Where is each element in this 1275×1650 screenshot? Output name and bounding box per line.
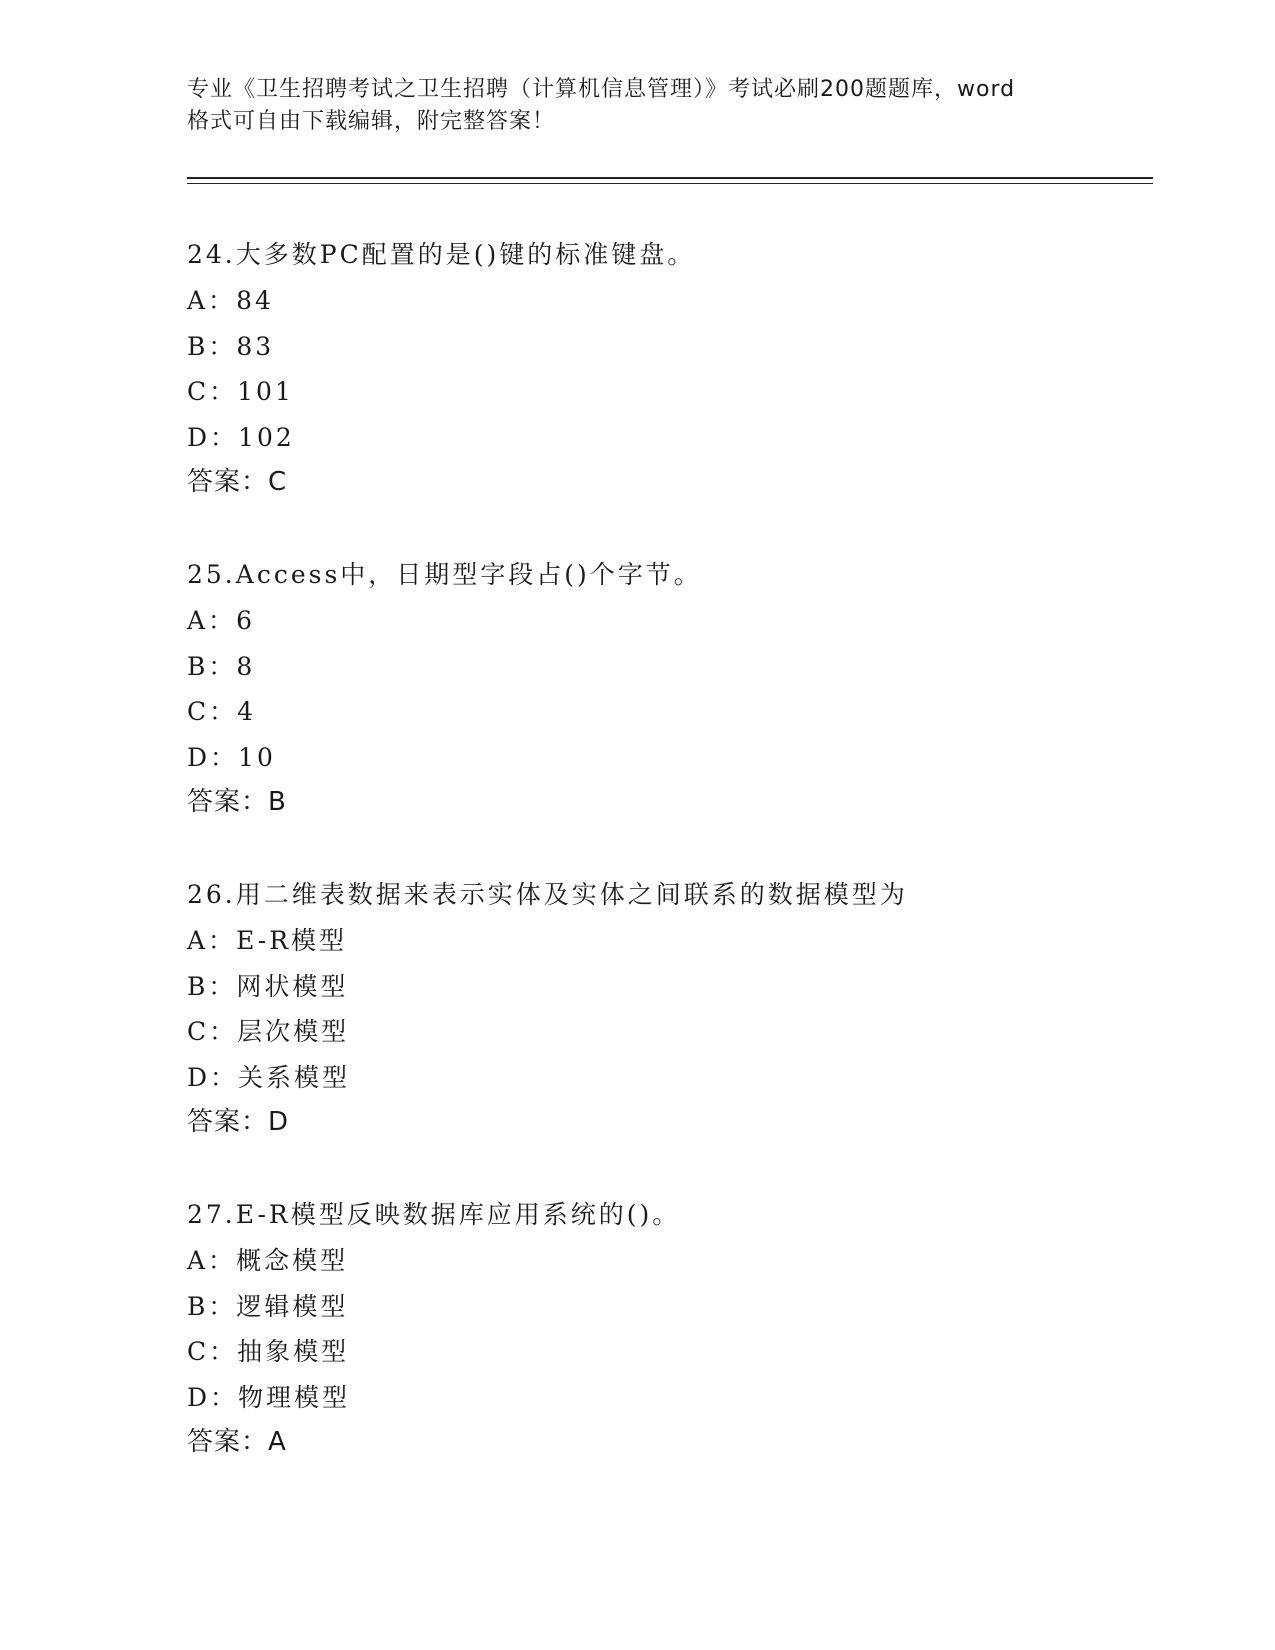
option-key: B： xyxy=(187,651,237,681)
option-c xyxy=(187,369,1153,415)
question-25 xyxy=(187,552,1153,824)
question-24 xyxy=(187,232,1153,504)
option-text: 102 xyxy=(238,422,295,452)
option-a xyxy=(187,598,1153,644)
option-text: 关系模型 xyxy=(238,1062,351,1092)
option-key: A： xyxy=(187,606,237,635)
option-text: 抽象模型 xyxy=(237,1337,350,1366)
header-line-2: 格式可自由下载编辑，附完整答案！ xyxy=(187,109,556,134)
question-stem: 25.Access中，日期型字段占()个字节。 xyxy=(187,560,702,589)
option-b xyxy=(187,1284,1153,1330)
option-c xyxy=(187,689,1153,735)
option-d xyxy=(187,735,1153,781)
document-header xyxy=(187,74,1107,138)
option-text: 逻辑模型 xyxy=(236,1291,349,1321)
option-b xyxy=(187,324,1153,370)
question-stem: 26.用二维表数据来表示实体及实体之间联系的数据模型为 xyxy=(187,880,908,909)
option-key: B： xyxy=(187,1291,237,1321)
option-key: B： xyxy=(187,331,237,361)
option-c xyxy=(187,1009,1153,1055)
option-a xyxy=(187,1238,1153,1284)
option-key: D： xyxy=(187,1382,239,1412)
option-text: 101 xyxy=(237,377,294,406)
option-text: 10 xyxy=(238,742,276,772)
option-text: 层次模型 xyxy=(237,1017,350,1046)
option-a xyxy=(187,278,1153,324)
question-26 xyxy=(187,872,1153,1144)
answer-line: 答案：A xyxy=(187,1427,287,1457)
option-b xyxy=(187,964,1153,1010)
question-27 xyxy=(187,1192,1153,1464)
answer-line: 答案：D xyxy=(187,1107,290,1137)
option-key: D： xyxy=(187,1062,239,1092)
option-key: C： xyxy=(187,1017,238,1046)
option-text: 8 xyxy=(236,651,256,681)
header-divider-thick xyxy=(187,177,1153,179)
option-text: 概念模型 xyxy=(236,1246,349,1275)
option-text: 84 xyxy=(236,286,274,315)
option-key: A： xyxy=(187,1246,237,1275)
option-a xyxy=(187,918,1153,964)
option-c xyxy=(187,1329,1153,1375)
option-key: A： xyxy=(187,286,237,315)
option-key: C： xyxy=(187,377,238,406)
option-d xyxy=(187,1375,1153,1421)
option-text: 网状模型 xyxy=(236,971,349,1001)
option-text: E-R模型 xyxy=(236,926,348,955)
option-key: B： xyxy=(187,971,237,1001)
answer-line: 答案：B xyxy=(187,787,287,817)
question-stem: 24.大多数PC配置的是()键的标准键盘。 xyxy=(187,240,696,269)
option-text: 6 xyxy=(236,606,255,635)
option-text: 物理模型 xyxy=(238,1382,351,1412)
option-text: 83 xyxy=(236,331,275,361)
header-line-1: 专业《卫生招聘考试之卫生招聘（计算机信息管理）》考试必刷200题题库，word xyxy=(187,77,1016,102)
option-b xyxy=(187,644,1153,690)
option-key: A： xyxy=(187,926,237,955)
option-text: 4 xyxy=(237,697,257,726)
option-key: C： xyxy=(187,697,238,726)
question-stem: 27.E-R模型反映数据库应用系统的()。 xyxy=(187,1200,681,1229)
option-d xyxy=(187,1055,1153,1101)
option-d xyxy=(187,415,1153,461)
header-divider-thin xyxy=(187,183,1153,184)
answer-line: 答案：C xyxy=(187,467,288,497)
option-key: D： xyxy=(187,422,239,452)
option-key: C： xyxy=(187,1337,238,1366)
option-key: D： xyxy=(187,742,239,772)
